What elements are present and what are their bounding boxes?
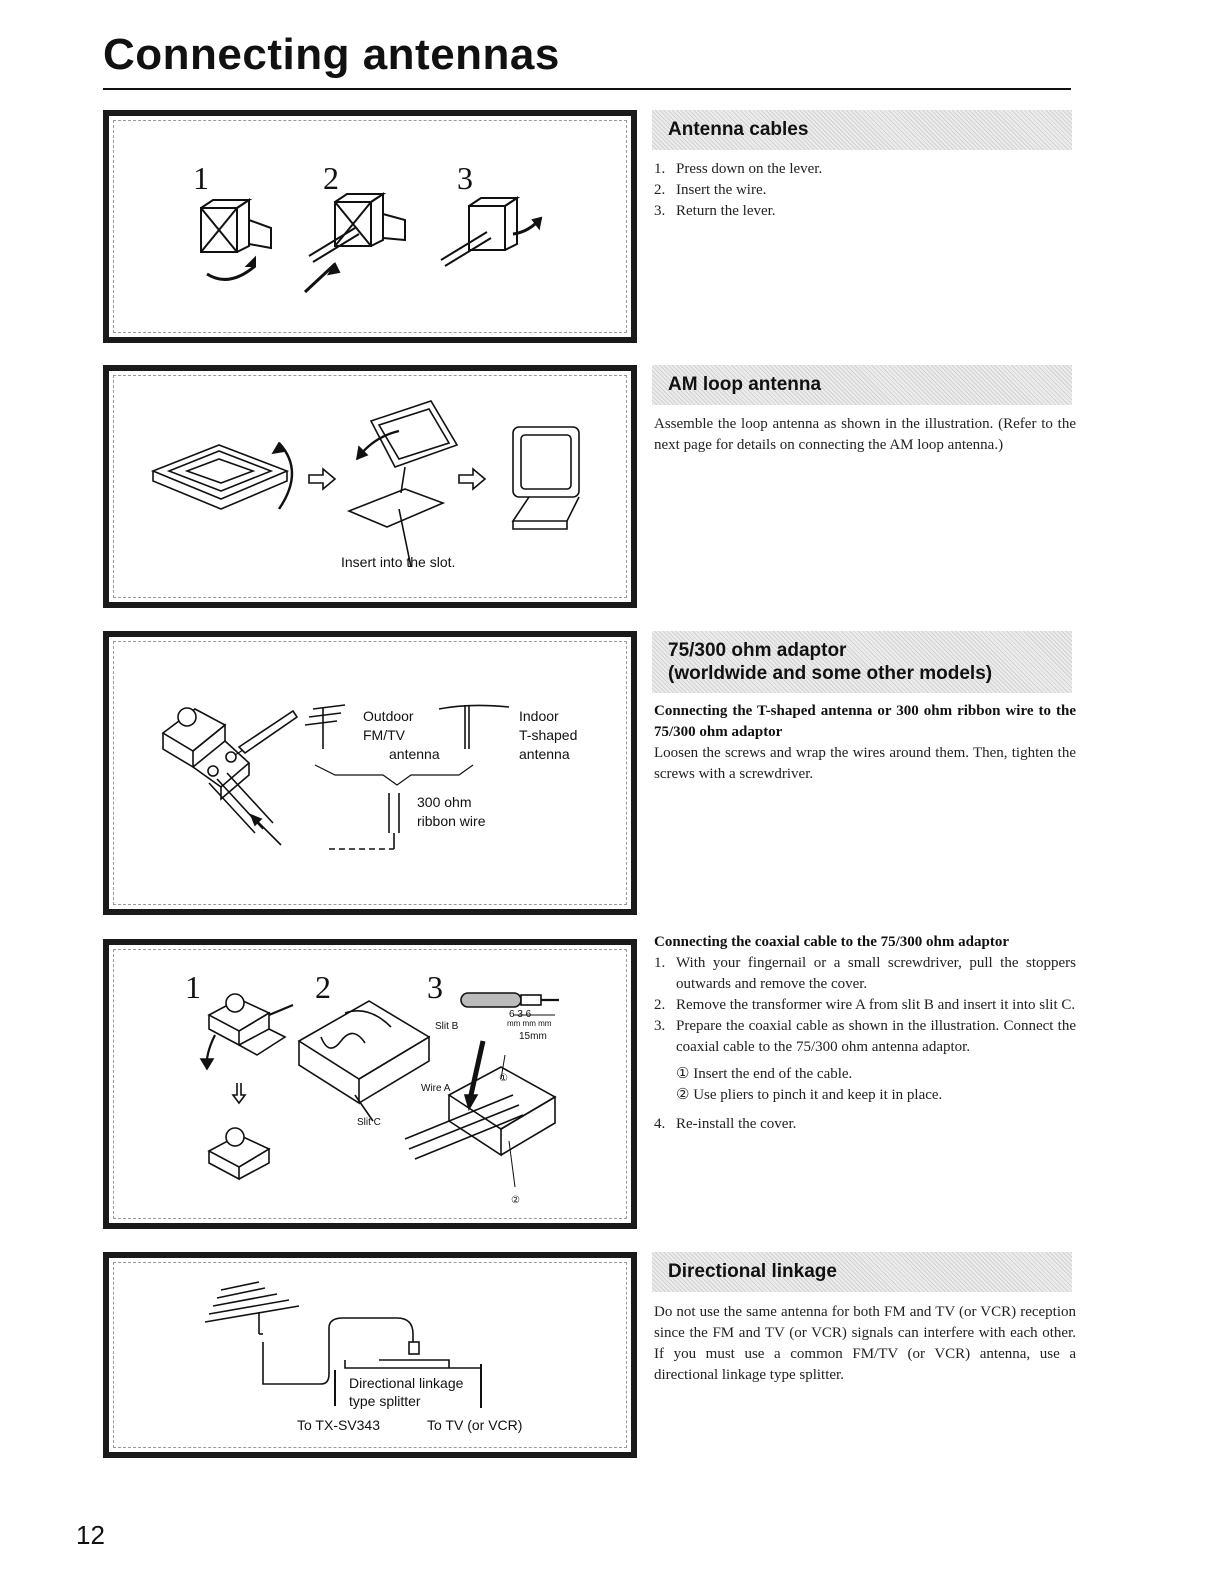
insert-slot-label: Insert into the slot.: [341, 554, 456, 570]
dimension-label: 6 3 6: [509, 1009, 532, 1020]
ohm-adaptor-heading-line: (worldwide and some other models): [668, 663, 993, 684]
ohm-adaptor-heading-line: 75/300 ohm adaptor: [668, 640, 847, 661]
step-item: 1. Press down on the lever.: [654, 161, 823, 177]
coaxial-subheading: Connecting the coaxial cable to the 75/300 ohm adaptor: [654, 934, 1009, 950]
figure-step-number: 3: [427, 969, 443, 1005]
splitter-label: type splitter: [349, 1393, 421, 1409]
step-item: 1. With your fingernail or a small screwdriver, pull the stoppers outwards and remove the cover.: [654, 955, 1076, 992]
step-item: 3. Prepare the coaxial cable as shown in the illustration. Connect the coaxial cable to the 75/300 ohm antenna adaptor.: [654, 1018, 1076, 1055]
page-number: 12: [76, 1520, 105, 1550]
figure-step-number: 1: [185, 969, 201, 1005]
indoor-label: antenna: [519, 746, 570, 762]
am-loop-text: Assemble the loop antenna as shown in the illustration. (Refer to the next page for details on connecting the AM loop antenna.): [654, 416, 1076, 453]
t-shaped-text: Loosen the screws and wrap the wires around them. Then, tighten the screws with a screwdriver.: [654, 745, 1076, 782]
directional-linkage-heading: Directional linkage: [652, 1252, 1072, 1292]
ribbon-wire-label: ribbon wire: [417, 813, 486, 829]
figure-step-number: 2: [323, 160, 339, 196]
ribbon-wire-label: 300 ohm: [417, 794, 472, 810]
slit-c-label: Slit C: [357, 1117, 381, 1128]
page-title: Connecting antennas: [103, 30, 560, 79]
t-shaped-subheading: Connecting the T-shaped antenna or 300 ohm ribbon wire to the 75/300 ohm adaptor: [654, 703, 1076, 740]
dimension-unit-label: mm mm mm: [507, 1019, 552, 1028]
ohm-adaptor-heading: [652, 631, 1072, 693]
directional-linkage-text: Do not use the same antenna for both FM and TV (or VCR) reception since the FM and TV (or VCR) signals can interfere with each other. If you must use a common FM/TV (or VCR) antenna, use a directional linkage type splitter.: [654, 1304, 1076, 1383]
to-receiver-label: To TX-SV343: [297, 1417, 381, 1433]
figure-step-number: 2: [315, 969, 331, 1005]
outdoor-label: antenna: [389, 746, 440, 762]
coaxial-figure: [103, 939, 637, 1229]
am-loop-heading: AM loop antenna: [652, 365, 1072, 405]
antenna-cables-figure: [103, 110, 637, 343]
ohm-adaptor-figure: [103, 631, 637, 915]
am-loop-figure: [103, 365, 637, 608]
sub-step-item: ① Insert the end of the cable.: [676, 1066, 853, 1082]
sub-step-item: ② Use pliers to pinch it and keep it in place.: [676, 1087, 943, 1103]
coaxial-section: [654, 932, 1076, 1135]
indoor-label: T-shaped: [519, 727, 578, 743]
directional-linkage-figure: [103, 1252, 637, 1458]
slit-b-label: Slit B: [435, 1021, 459, 1032]
step-item: 3. Return the lever.: [654, 203, 776, 219]
length-label: 15mm: [519, 1031, 547, 1042]
outdoor-label: Outdoor: [363, 708, 414, 724]
sub-step-list: [654, 1064, 1076, 1106]
antenna-cables-steps: [654, 159, 1076, 222]
antenna-cables-heading: Antenna cables: [652, 110, 1072, 150]
t-antenna-illustration: [109, 637, 631, 909]
splitter-label: Directional linkage: [349, 1375, 464, 1391]
to-tv-label: To TV (or VCR): [427, 1417, 523, 1433]
callout-2-label: ②: [511, 1195, 520, 1206]
t-shaped-section: [654, 701, 1076, 785]
wire-a-label: Wire A: [421, 1083, 451, 1094]
figure-step-number: 3: [457, 160, 473, 196]
step-item: 2. Remove the transformer wire A from slit B and insert it into slit C.: [654, 997, 1076, 1013]
step-item: 2. Insert the wire.: [654, 182, 767, 198]
step-item: 4. Re-install the cover.: [654, 1116, 797, 1132]
indoor-label: Indoor: [519, 708, 559, 724]
figure-step-number: 1: [193, 160, 209, 196]
outdoor-label: FM/TV: [363, 727, 405, 743]
callout-1-label: ①: [499, 1073, 508, 1084]
coaxial-illustration: [109, 945, 631, 1223]
title-divider: [103, 88, 1071, 90]
antenna-terminal-illustration: [109, 116, 631, 337]
